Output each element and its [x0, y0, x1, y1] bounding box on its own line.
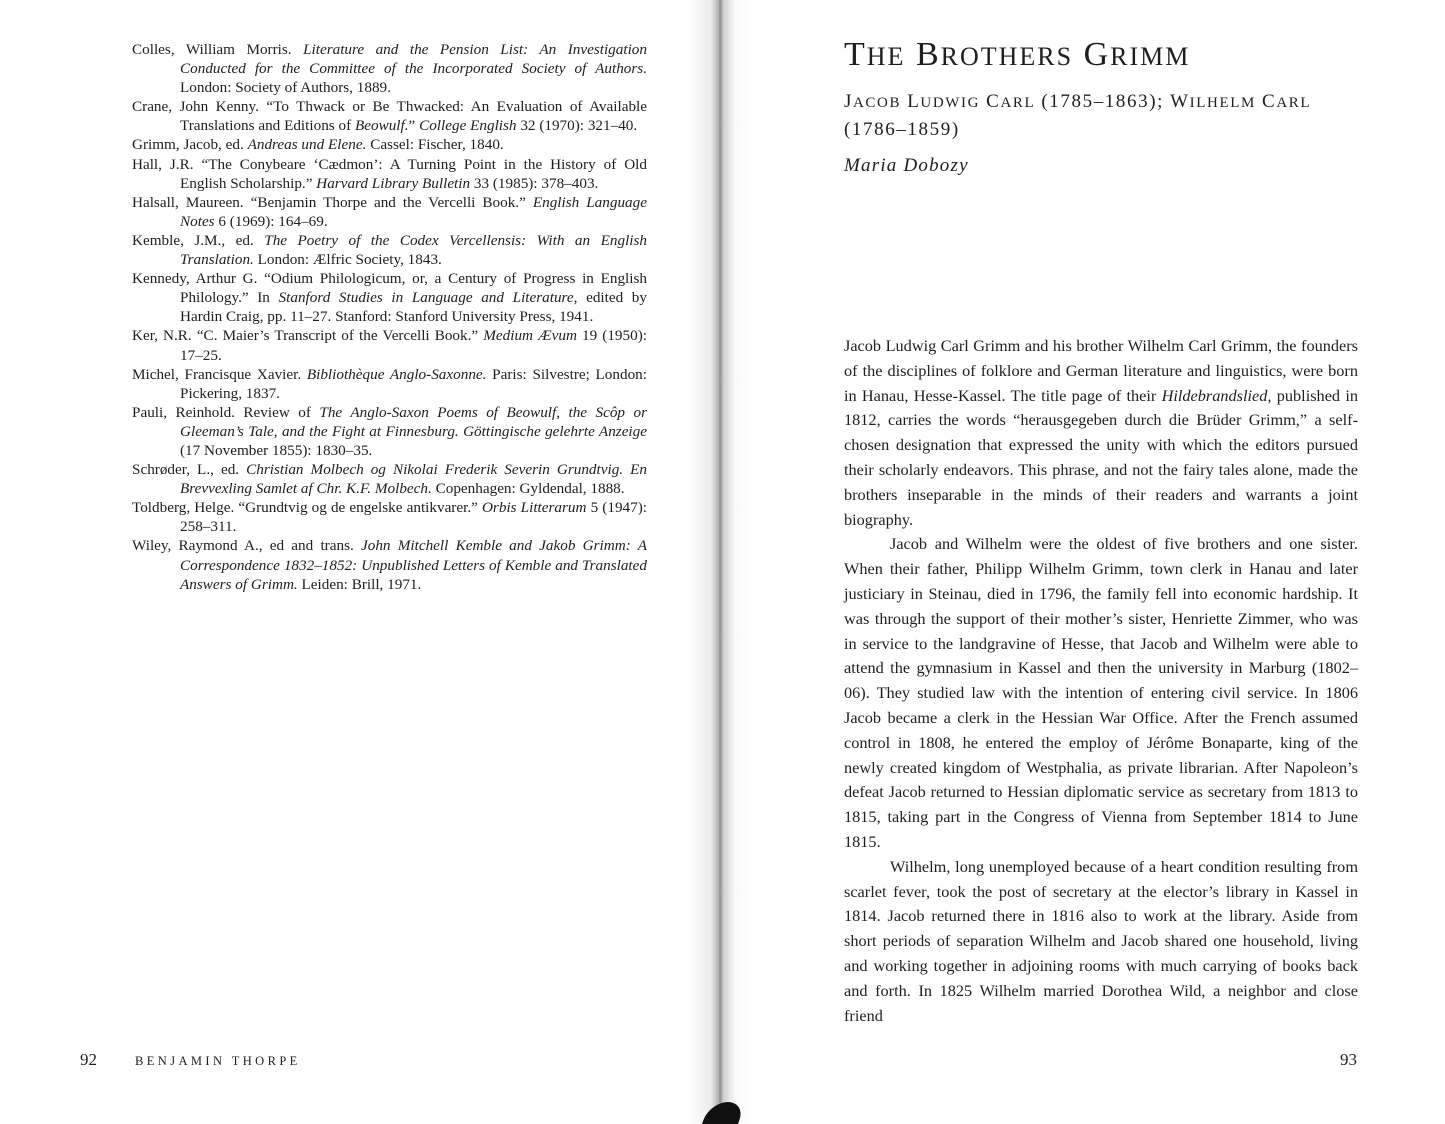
running-head: BENJAMIN THORPE — [135, 1054, 301, 1068]
bibliography — [132, 40, 647, 594]
page-number-right: 93 — [1340, 1050, 1357, 1069]
body-text — [844, 334, 1358, 1028]
bibliography-entry: Michel, Francisque Xavier. Bibliothèque Anglo-Saxonne. Paris: Silvestre; London: Pickering, 1837. — [132, 365, 647, 402]
bibliography-entry: Pauli, Reinhold. Review of The Anglo-Saxon Poems of Beowulf, the Scôp or Gleeman’s Tale, and the Fight at Finnesburg. Göttingische gelehrte Anzeige (17 November 1855): 1830–35. — [132, 403, 647, 459]
chapter-title: THE BROTHERS GRIMM — [844, 36, 1191, 73]
bibliography-entry: Colles, William Morris. Literature and the Pension List: An Investigation Conducted for the Committee of the Incorporated Society of Authors. London: Society of Authors, 1889. — [132, 41, 647, 97]
author-name: Maria Dobozy — [844, 155, 969, 176]
bibliography-entry: Wiley, Raymond A., ed and trans. John Mitchell Kemble and Jakob Grimm: A Correspondence 1832–1852: Unpublished Letters of Kemble and Translated Answers of Grimm. Leiden: Brill, 1971. — [132, 537, 647, 593]
left-page — [0, 0, 718, 1124]
body-paragraph: Wilhelm, long unemployed because of a heart condition resulting from scarlet fever, took the post of secretary at the elector’s library in Kassel in 1814. Jacob returned there in 1816 also to work at the library. Aside from short periods of separation Wilhelm and Jacob shared one household, living and working together in adjoining rooms with much carrying of books back and forth. In 1825 Wilhelm married Dorothea Wild, a neighbor and close friend — [844, 856, 1358, 1025]
bibliography-entry: Crane, John Kenny. “To Thwack or Be Thwacked: An Evaluation of Available Translations and Editions of Beowulf.” College English 32 (1970): 321–40. — [132, 98, 647, 135]
bibliography-entry: Kemble, J.M., ed. The Poetry of the Codex Vercellensis: With an English Translation. London: Ælfric Society, 1843. — [132, 231, 648, 269]
bibliography-entry: Toldberg, Helge. “Grundtvig og de engelske antikvarer.” Orbis Litterarum 5 (1947): 258–311. — [132, 499, 647, 536]
bibliography-entry: Halsall, Maureen. “Benjamin Thorpe and the Vercelli Book.” English Language Notes 6 (1969): 164–69. — [132, 193, 647, 230]
page-number-left: 92 — [80, 1050, 97, 1069]
bibliography-entry: Grimm, Jacob, ed. Andreas und Elene. Cassel: Fischer, 1840. — [132, 136, 504, 154]
body-paragraph: Jacob and Wilhelm were the oldest of five brothers and one sister. When their father, Philipp Wilhelm Grimm, town clerk in Hanau and later justiciary in Steinau, died in 1796, the family fell into economic hardship. It was through the support of their mother’s sister, Henriette Zimmer, who was in service to the landgravine of Hesse, that Jacob and Wilhelm were able to attend the gymnasium in Kassel and then the university in Marburg (1802–06). They studied law with the intention of entering civil service. In 1806 Jacob became a clerk in the Hessian War Office. After the French assumed control in 1808, he entered the employ of Jérôme Bonaparte, king of the newly created kingdom of Westphalia, as private librarian. After Napoleon’s defeat Jacob returned to Hessian diplomatic service as secretary from 1813 to 1815, taking part in the Congress of Vienna from September 1814 to June 1815. — [844, 534, 1358, 851]
body-paragraph: Jacob Ludwig Carl Grimm and his brother Wilhelm Carl Grimm, the founders of the disciplines of folklore and German literature and linguistics, were born in Hanau, Hesse-Kassel. The title page of their Hildebrandslied, published in 1812, carries the words “herausgegeben durch die Brüder Grimm,” a self-chosen designation that expressed the unity with which the editors pursued their scholarly endeavors. This phrase, and not the fairy tales alone, made the brothers inseparable in the minds of their readers and warrants a joint biography. — [844, 336, 1358, 529]
bibliography-entry: Ker, N.R. “C. Maier’s Transcript of the Vercelli Book.” Medium Ævum 19 (1950): 17–25. — [132, 327, 647, 364]
bibliography-entry: Schrøder, L., ed. Christian Molbech og Nikolai Frederik Severin Grundtvig. En Brevvexling Samlet af Chr. K.F. Molbech. Copenhagen: Gyldendal, 1888. — [132, 461, 648, 498]
bibliography-entry: Kennedy, Arthur G. “Odium Philologicum, or, a Century of Progress in English Philology.” In Stanford Studies in Language and Literature, edited by Hardin Craig, pp. 11–27. Stanford: Stanford University Press, 1941. — [132, 270, 647, 326]
chapter-subtitle: JACOB LUDWIG CARL (1785–1863); WILHELM CARL (1786–1859) — [844, 91, 1312, 140]
bibliography-entry: Hall, J.R. “The Conybeare ‘Cædmon’: A Turning Point in the History of Old English Scholarship.” Harvard Library Bulletin 33 (1985): 378–403. — [132, 155, 647, 192]
